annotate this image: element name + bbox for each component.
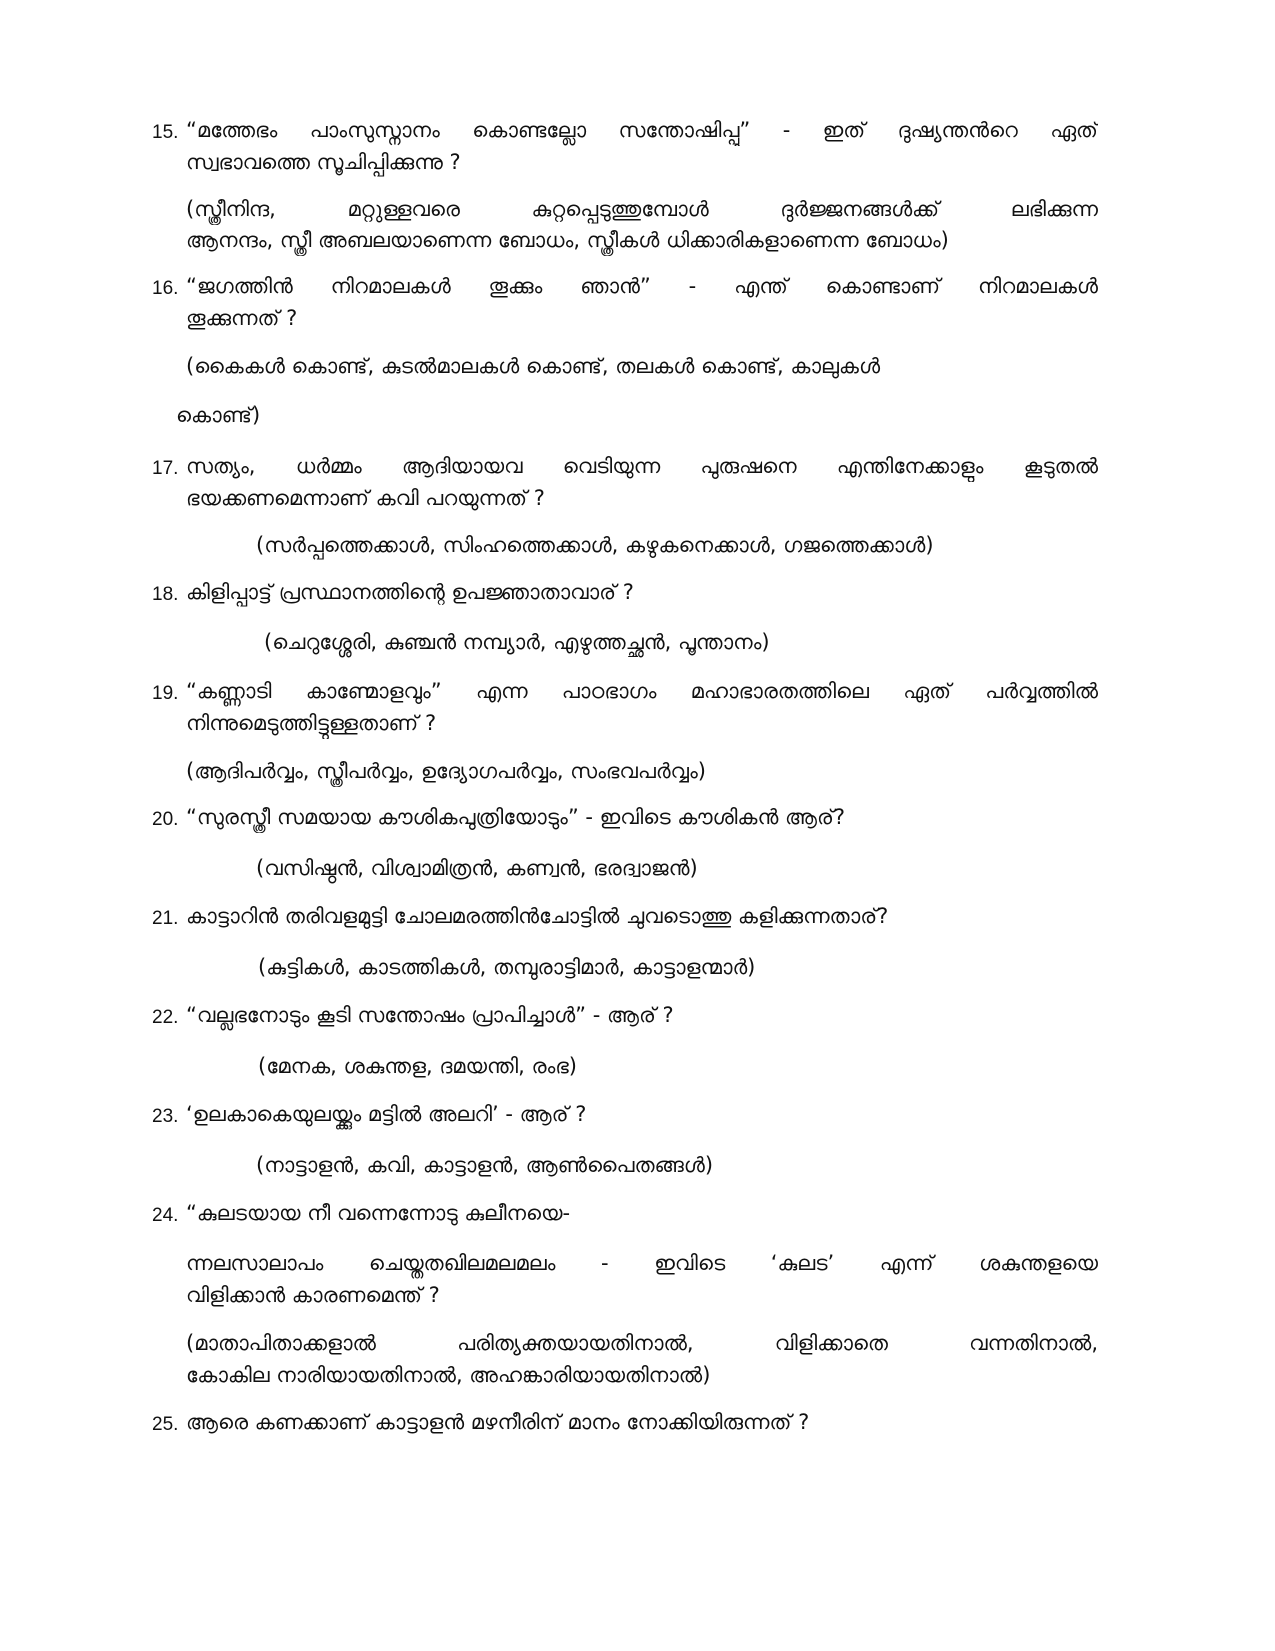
question-text: ‘ഉലകാകെയുലയ്ക്കും മട്ടിൽ അലറി’ - ആര് ? [186,1102,587,1126]
answer-options: (സർപ്പത്തെക്കാൾ, സിംഹത്തെക്കാൾ, കഴുകനെക്കാൾ, ഗജത്തെക്കാൾ) [256,533,934,557]
question-number: 20. [152,809,179,830]
question-text: “വല്ലഭനോടും കൂടി സന്തോഷം പ്രാപിച്ചാൾ” - ആര് ? [186,1003,674,1027]
question-text: കാട്ടാറിൻ തരിവളമുട്ടി ചോലമരത്തിൻചോട്ടിൽ ചുവടൊത്തു കളിക്കുന്നതാര്? [186,904,889,928]
answer-options: (ചെറുശ്ശേരി, കുഞ്ചൻ നമ്പ്യാർ, എഴുത്തച്ഛൻ, പൂന്താനം) [264,630,770,654]
question-number: 15. [152,122,179,143]
question-text: “സുരസ്ത്രീ സമയായ കൗശികപുത്രിയോടും” - ഇവിടെ കൗശികൻ ആര്? [186,805,846,829]
answer-options: (കൈകൾ കൊണ്ട്, കുടൽമാലകൾ കൊണ്ട്, തലകൾ കൊണ്ട്, കാലുകൾ [186,354,881,378]
answer-options: കോകില നാരിയായതിനാൽ, അഹങ്കാരിയായതിനാൽ) [186,1363,711,1387]
question-text: “മത്തേഭം പാംസുസ്നാനം കൊണ്ടല്ലോ സന്തോഷിപ്പൂ” - ഇത് ദുഷ്യന്തൻറെ ഏത് [186,118,1098,142]
question-number: 22. [152,1007,179,1028]
question-number: 16. [152,278,179,299]
question-number: 23. [152,1106,179,1127]
question-text: “കുലടയായ നീ വന്നെന്നോടു കുലീനയെ- [186,1201,571,1225]
question-number: 17. [152,458,179,479]
question-text: “കണ്ണാടി കാണ്മോളവും” എന്ന പാഠഭാഗം മഹാഭാരതത്തിലെ ഏത് പർവ്വത്തിൽ [186,679,1098,703]
question-number: 19. [152,683,179,704]
answer-options: (കുട്ടികൾ, കാടത്തികൾ, തമ്പുരാട്ടിമാർ, കാട്ടാളന്മാർ) [258,955,756,979]
question-number: 24. [152,1205,179,1226]
question-number: 18. [152,584,179,605]
answer-options: (മാതാപിതാക്കളാൽ പരിത്യക്തയായതിനാൽ, വിളിക്കാതെ വന്നതിനാൽ, [186,1331,1098,1355]
answer-options: (ആദിപർവ്വം, സ്ത്രീപർവ്വം, ഉദ്യോഗപർവ്വം, സംഭവപർവ്വം) [186,759,706,783]
answer-options: (സ്ത്രീനിന്ദ, മറ്റുള്ളവരെ കുറ്റപ്പെടുത്തുമ്പോൾ ദുർജ്ജനങ്ങൾക്ക് ലഭിക്കുന്ന [186,197,1098,221]
answer-options: (നാട്ടാളൻ, കവി, കാട്ടാളൻ, ആൺപൈതങ്ങൾ) [256,1153,714,1177]
question-text: തൂക്കുന്നത് ? [186,306,298,330]
question-text: ഭയക്കണമെന്നാണ് കവി പറയുന്നത് ? [186,486,545,510]
answer-options: (മേനക, ശകുന്തള, ദമയന്തി, രംഭ) [258,1054,577,1078]
answer-options: (വസിഷ്ഠൻ, വിശ്വാമിത്രൻ, കണ്വൻ, ഭരദ്വാജൻ) [256,856,698,880]
answer-options: കൊണ്ട്) [176,403,261,427]
question-number: 25. [152,1414,179,1435]
answer-options: ആനന്ദം, സ്ത്രീ അബലയാണെന്ന ബോധം, സ്ത്രീകൾ ധിക്കാരികളാണെന്ന ബോധം) [186,228,949,252]
question-text: കിളിപ്പാട്ട് പ്രസ്ഥാനത്തിന്റെ ഉപജ്ഞാതാവാര് ? [186,580,634,604]
question-text: “ജഗത്തിൻ നിറമാലകൾ തൂക്കും ഞാൻ” - എന്ത് കൊണ്ടാണ് നിറമാലകൾ [186,274,1098,298]
question-text: സ്വഭാവത്തെ സൂചിപ്പിക്കുന്നു ? [186,150,461,174]
question-text: വിളിക്കാൻ കാരണമെന്ത് ? [186,1283,440,1307]
question-text: ആരെ കണക്കാണ് കാട്ടാളൻ മഴനീരിന് മാനം നോക്കിയിരുന്നത് ? [186,1410,810,1434]
question-text: ന്നലസാലാപം ചെയ്തതഖിലമലമലം - ഇവിടെ ‘കുലട’ എന്ന് ശകുന്തളയെ [186,1251,1098,1275]
question-number: 21. [152,908,179,929]
question-text: സത്യം, ധർമ്മം ആദിയായവ വെടിയുന്ന പുരുഷനെ എന്തിനേക്കാളും കൂടുതൽ [186,454,1098,478]
question-text: നിന്നുമെടുത്തിട്ടുള്ളതാണ് ? [186,711,437,735]
